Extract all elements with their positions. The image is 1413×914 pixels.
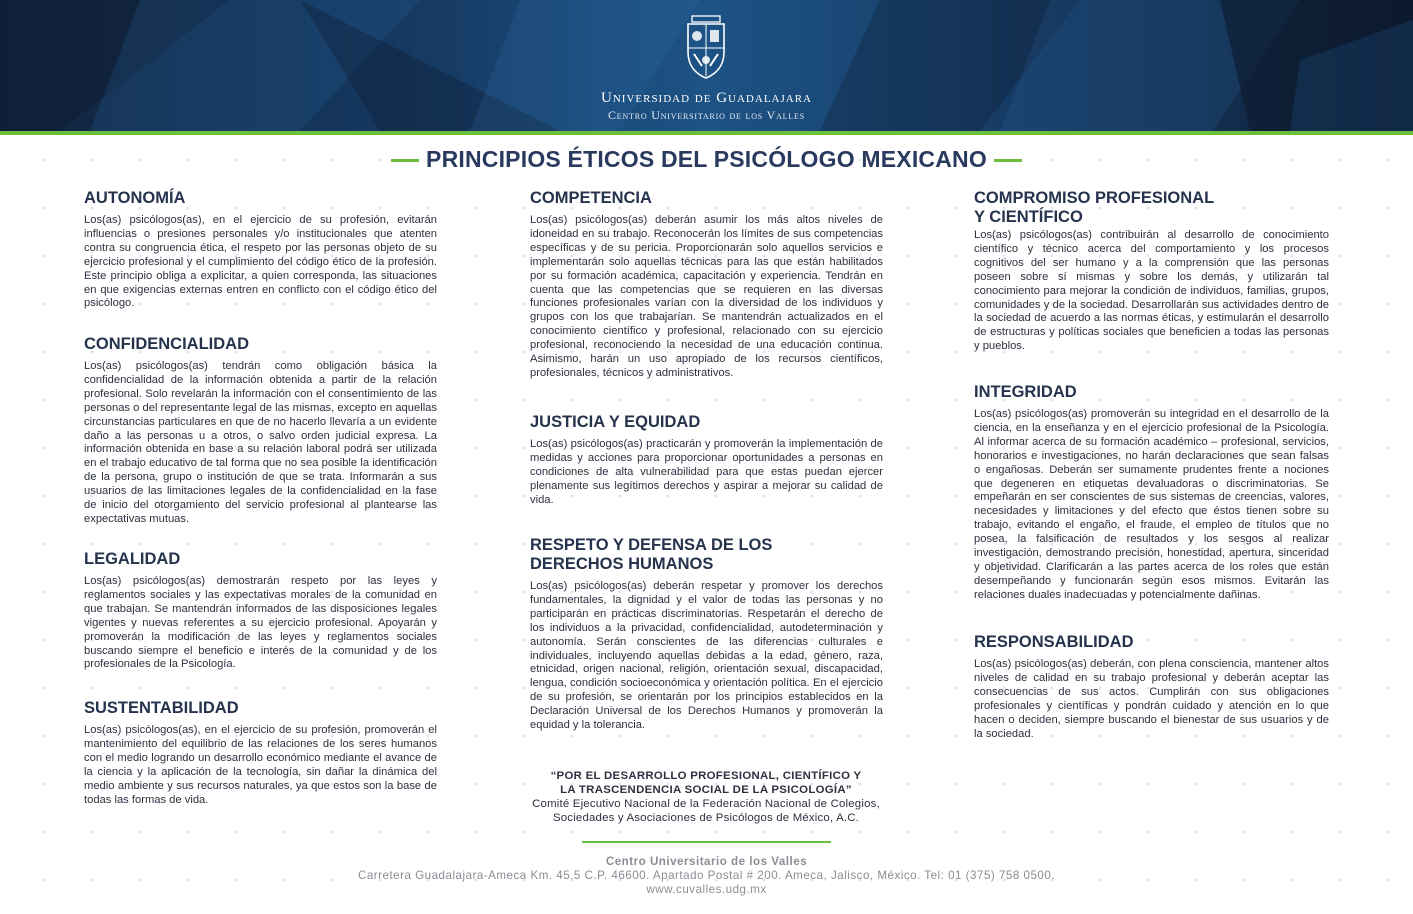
center-name: Centro Universitario de los Valles <box>607 108 805 122</box>
section-heading: RESPETO Y DEFENSA DE LOS DERECHOS HUMANOS <box>530 536 773 573</box>
quote-line: LA TRASCENDENCIA SOCIAL DE LA PSICOLOGÍA” <box>560 784 852 796</box>
section-responsabilidad <box>974 633 1329 741</box>
section-text: Los(as) psicólogos(as) promoverán su integridad en el desarrollo de la ciencia, en la enseñanza y en el ejercicio profesional de la Psicología. Al informar acerca de su formación académico – profesional, servicios, honorarios e investigaciones, no harán declaraciones que sean falsas o engañosas. Deberán ser sumamente prudentes frente a nociones que degeneren en etiquetas devaluadoras o discriminatorias. Se empeñarán en ser conscientes de sus sistemas de creencias, valores, necesidades y limitaciones y del efecto que éstos tienen sobre su trabajo, evitando el engaño, el fraude, el empleo de títulos que no posea, la falsificación de resultados y los sesgos al realizar investigación, demostrando precisión, honestidad, apertura, sinceridad y objetividad. Clarificarán a las partes acerca de los roles que están desempeñando y funcionarán según esos mismos. Evitarán las relaciones duales inadecuadas y potencialmente dañinas. <box>974 408 1329 601</box>
title-dash-left <box>391 159 419 162</box>
section-text: Los(as) psicólogos(as) deberán respetar y promover los derechos fundamentales, la dignidad y el valor de todas las personas y no participarán en prácticas discriminatorias. Respetarán el derecho de los individuos a la privacidad, confidencialidad, autodeterminación y autonomía. Serán conscientes de las diferencias culturales e individuales, incluyendo aquellas debidas a la edad, género, raza, etnicidad, origen nacional, religión, orientación sexual, discapacidad, lengua, condición socioeconómica y orientación política. En el ejercicio de su profesión, se orientarán por los principios establecidos en la Declaración Universal de los Derechos Humanos y promoverán la equidad y la tolerancia. <box>530 580 883 732</box>
section-derechos-humanos <box>530 536 883 733</box>
section-text: Los(as) psicólogos(as) tendrán como obligación básica la confidencialidad de la información obtenida a partir de la relación profesional. Solo revelarán la información con el consentimiento de las personas o del representante legal de las mismas, excepto en aquellas circunstancias particulares en que de no hacerlo llevaría a un evidente daño a las personas u a otros, o salvo orden judicial expresa. La información obtenida en base a su relación laboral podrá ser utilizada en el trabajo educativo de tal forma que no sea posible la identificación de la persona, grupo o institución de que se trata. Informarán a sus usuarios de las limitaciones legales de la confidencialidad en la fase de inicio del otorgamiento del servicio profesional al plantearse las expectativas mutuas. <box>84 360 437 525</box>
title-dash-right <box>994 159 1022 162</box>
quote-source: Sociedades y Asociaciones de Psicólogos de México, A.C. <box>552 812 860 824</box>
section-autonomia <box>84 189 437 311</box>
quote-line: “POR EL DESARROLLO PROFESIONAL, CIENTÍFICO Y <box>550 770 862 782</box>
title-row <box>0 146 1413 173</box>
section-heading: INTEGRIDAD <box>974 383 1077 401</box>
header-accent-line <box>0 131 1413 135</box>
section-heading: CONFIDENCIALIDAD <box>84 335 249 353</box>
page-title: PRINCIPIOS ÉTICOS DEL PSICÓLOGO MEXICANO <box>426 146 987 172</box>
footer-address: Carretera Guadalajara-Ameca Km. 45.5 C.P. 46600. Apartado Postal # 200. Ameca, Jalisco, México. Tel: 01 (375) 758 0500. <box>357 869 1056 882</box>
section-compromiso <box>974 189 1329 354</box>
section-justicia-equidad <box>530 413 883 508</box>
section-heading: RESPONSABILIDAD <box>974 633 1134 651</box>
university-seal-icon <box>682 14 730 80</box>
section-competencia <box>530 189 883 381</box>
section-confidencialidad <box>84 335 437 527</box>
quote-block <box>500 769 912 825</box>
section-heading: COMPETENCIA <box>530 189 652 207</box>
header-banner <box>0 0 1413 131</box>
section-integridad <box>974 383 1329 603</box>
section-heading: AUTONOMÍA <box>84 189 186 207</box>
section-text: Los(as) psicólogos(as) deberán, con plena consciencia, mantener altos niveles de calidad en su trabajo profesional y deberán aceptar las consecuencias de sus actos. Cumplirán con sus obligaciones profesionales y científicas y pondrán cuidado y atención en lo que hacen o deciden, siempre buscando el bienestar de sus usuarios y de la sociedad. <box>974 658 1329 740</box>
section-heading: JUSTICIA Y EQUIDAD <box>530 413 701 431</box>
footer-center-name: Centro Universitario de los Valles <box>605 855 808 868</box>
section-heading: SUSTENTABILIDAD <box>84 699 239 717</box>
footer-accent-line <box>582 841 831 843</box>
footer-website[interactable]: www.cuvalles.udg.mx <box>646 883 767 896</box>
section-heading: LEGALIDAD <box>84 550 181 568</box>
section-text: Los(as) psicólogos(as) practicarán y promoverán la implementación de medidas y acciones para proporcionar oportunidades a personas en condiciones de alta vulnerabilidad para que estas puedan ejercer plenamente sus legítimos derechos y aspirar a mejorar su calidad de vida. <box>530 438 883 506</box>
section-text: Los(as) psicólogos(as) contribuirán al desarrollo de conocimiento científico y técnico acerca del comportamiento y los procesos cognitivos del ser humano y a la comprensión que las personas poseen sobre sí mismas y sobre los demás, y utilizarán tal conocimiento para mejorar la condición de individuos, familias, grupos, comunidades y de la sociedad. Desarrollarán sus actividades dentro de la sociedad de acuerdo a las normas éticas, y estimularán el desarrollo de estructuras y políticas sociales que beneficien a todas las personas y pueblos. <box>974 229 1329 353</box>
section-text: Los(as) psicólogos(as), en el ejercicio de su profesión, evitarán influencias o presiones personales y/o institucionales que atenten contra su congruencia ética, el respeto por las personas objeto de su ejercicio profesional y el cumplimiento del código ético de la profesión. Este principio obliga a explicitar, a quien corresponda, las situaciones en que exigencias externas entren en conflicto con el código ético del psicólogo. <box>84 214 437 310</box>
section-text: Los(as) psicólogos(as) deberán asumir los más altos niveles de idoneidad en su trabajo. Reconocerán los límites de sus competencias específicas y de su pericia. Proporcionarán solo aquellos servicios e implementarán solo aquellas técnicas para las que están habilitados por su formación académica, capacitación y experiencia. Tendrán en cuenta que las competencias que se requieren en las diversas funciones profesionales varían con la diversidad de los individuos y grupos con los que trabajarían. Se mantendrán actualizados en el conocimiento científico y profesional, relacionado con su ejercicio profesional, reconociendo la necesidad de una educación continua. Asimismo, harán un uso apropiado de los recursos científicos, profesionales, técnicos y administrativos. <box>530 214 883 379</box>
section-legalidad <box>84 550 437 672</box>
quote-source: Comité Ejecutivo Nacional de la Federación Nacional de Colegios, <box>532 798 880 810</box>
section-heading: COMPROMISO PROFESIONAL Y CIENTÍFICO <box>974 189 1214 226</box>
university-name: Universidad de Guadalajara <box>601 90 812 106</box>
section-text: Los(as) psicólogos(as) demostrarán respeto por las leyes y reglamentos sociales y las expectativas morales de la comunidad en que trabajan. Se mantendrán informados de las disposiciones legales vigentes y nuevas referentes a su ejercicio profesional. Apoyarán y promoverán la modificación de las leyes y reglamentos sociales buscando siempre el beneficio e interés de la comunidad y de los profesionales de la Psicología. <box>84 575 437 671</box>
footer <box>0 855 1413 897</box>
section-text: Los(as) psicólogos(as), en el ejercicio de su profesión, promoverán el mantenimiento del equilibrio de las relaciones de los seres humanos con el medio logrando un desarrollo económico mediante el avance de la ciencia y la aplicación de la tecnología, sin dañar la dinámica del medio ambiente y sus recursos naturales, ya que estos son la base de todas las formas de vida. <box>84 724 437 806</box>
section-sustentabilidad <box>84 699 437 807</box>
